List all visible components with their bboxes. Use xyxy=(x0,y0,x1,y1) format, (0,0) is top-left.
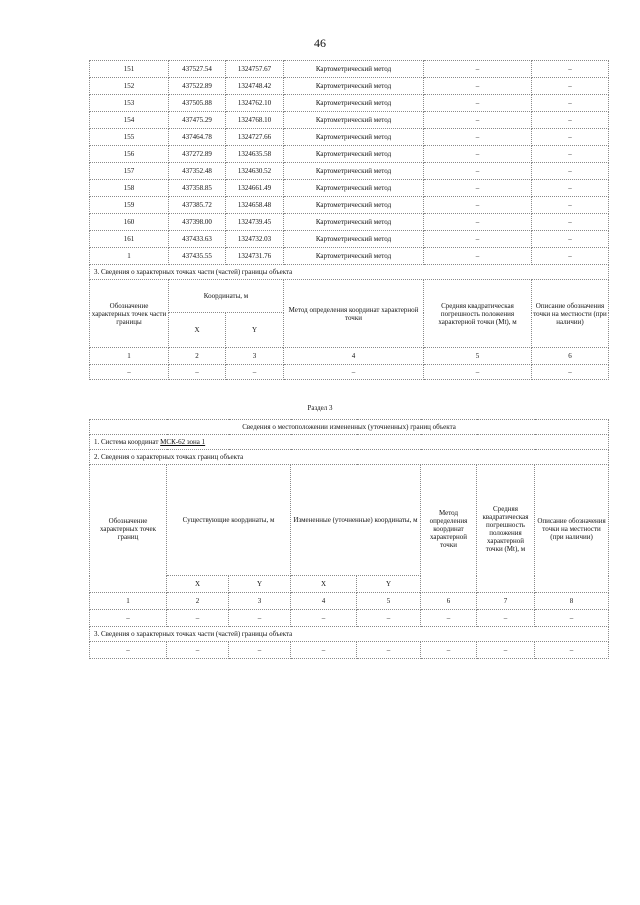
col-num: 3 xyxy=(229,593,291,610)
empty-cell: – xyxy=(357,610,421,627)
point-desc-cell: – xyxy=(532,197,609,214)
point-y-cell: 1324762.10 xyxy=(226,95,284,112)
point-n-cell: 156 xyxy=(90,146,169,163)
point-x-cell: 437527.54 xyxy=(169,61,226,78)
point-n-cell: 154 xyxy=(90,112,169,129)
bottom-title: Сведения о местоположении измененных (уточненных) границ объекта xyxy=(90,420,609,435)
point-err-cell: – xyxy=(424,163,532,180)
col-num: 1 xyxy=(90,593,167,610)
header-x: X xyxy=(167,576,229,593)
empty-cell: – xyxy=(167,642,229,659)
table-row xyxy=(90,61,609,78)
header-y: Y xyxy=(226,313,284,348)
col-num: 4 xyxy=(291,593,357,610)
characteristic-points-table xyxy=(89,60,609,380)
header-description: Описание обозначения точки на местности (при наличии) xyxy=(532,280,609,348)
table-row xyxy=(90,146,609,163)
col-num: 5 xyxy=(357,593,421,610)
header-x: X xyxy=(291,576,357,593)
point-method-cell: Картометрический метод xyxy=(284,78,424,95)
table-row xyxy=(90,129,609,146)
point-method-cell: Картометрический метод xyxy=(284,197,424,214)
point-method-cell: Картометрический метод xyxy=(284,231,424,248)
point-x-cell: 437358.85 xyxy=(169,180,226,197)
header-changed-coords: Измененные (уточненные) координаты, м xyxy=(291,465,421,576)
bottom-section2-title: 2. Сведения о характерных точках границ объекта xyxy=(90,450,609,465)
point-err-cell: – xyxy=(424,248,532,265)
point-n-cell: 159 xyxy=(90,197,169,214)
point-y-cell: 1324727.66 xyxy=(226,129,284,146)
point-method-cell: Картометрический метод xyxy=(284,146,424,163)
empty-cell: – xyxy=(229,642,291,659)
point-desc-cell: – xyxy=(532,163,609,180)
table-row xyxy=(90,78,609,95)
point-x-cell: 437398.00 xyxy=(169,214,226,231)
point-y-cell: 1324748.42 xyxy=(226,78,284,95)
col-num: 3 xyxy=(226,348,284,365)
point-err-cell: – xyxy=(424,180,532,197)
point-x-cell: 437385.72 xyxy=(169,197,226,214)
point-y-cell: 1324658.48 xyxy=(226,197,284,214)
table-row xyxy=(90,112,609,129)
empty-cell: – xyxy=(535,642,609,659)
point-desc-cell: – xyxy=(532,214,609,231)
point-y-cell: 1324635.58 xyxy=(226,146,284,163)
col-num: 2 xyxy=(169,348,226,365)
point-desc-cell: – xyxy=(532,112,609,129)
point-method-cell: Картометрический метод xyxy=(284,112,424,129)
header-designation: Обозначение характерных точек части границы xyxy=(90,280,169,348)
empty-cell: – xyxy=(169,365,226,380)
empty-cell: – xyxy=(291,642,357,659)
section3-title: 3. Сведения о характерных точках части (частей) границы объекта xyxy=(90,265,609,280)
point-desc-cell: – xyxy=(532,61,609,78)
point-method-cell: Картометрический метод xyxy=(284,163,424,180)
point-y-cell: 1324732.03 xyxy=(226,231,284,248)
table-row xyxy=(90,248,609,265)
col-num: 7 xyxy=(477,593,535,610)
point-method-cell: Картометрический метод xyxy=(284,129,424,146)
header-error: Средняя квадратическая погрешность положения характерной точки (Mt), м xyxy=(477,465,535,593)
empty-cell: – xyxy=(421,642,477,659)
point-err-cell: – xyxy=(424,61,532,78)
col-num: 6 xyxy=(421,593,477,610)
empty-cell: – xyxy=(477,610,535,627)
coordinate-system-value: МСК-62 зона 1 xyxy=(160,438,206,446)
point-n-cell: 151 xyxy=(90,61,169,78)
header-error: Средняя квадратическая погрешность положения характерной точки (Mt), м xyxy=(424,280,532,348)
point-x-cell: 437505.88 xyxy=(169,95,226,112)
col-num: 4 xyxy=(284,348,424,365)
point-desc-cell: – xyxy=(532,180,609,197)
point-n-cell: 158 xyxy=(90,180,169,197)
header-coords: Координаты, м xyxy=(169,280,284,313)
empty-cell: – xyxy=(90,642,167,659)
empty-cell: – xyxy=(226,365,284,380)
header-existing-coords: Существующие координаты, м xyxy=(167,465,291,576)
point-n-cell: 155 xyxy=(90,129,169,146)
point-method-cell: Картометрический метод xyxy=(284,61,424,78)
point-x-cell: 437475.29 xyxy=(169,112,226,129)
point-err-cell: – xyxy=(424,231,532,248)
section-heading: Раздел 3 xyxy=(307,404,333,412)
col-num: 1 xyxy=(90,348,169,365)
point-method-cell: Картометрический метод xyxy=(284,248,424,265)
table-row xyxy=(90,214,609,231)
header-y: Y xyxy=(357,576,421,593)
col-num: 6 xyxy=(532,348,609,365)
empty-cell: – xyxy=(535,610,609,627)
empty-cell: – xyxy=(424,365,532,380)
header-designation: Обозначение характерных точек границ xyxy=(90,465,167,593)
point-desc-cell: – xyxy=(532,78,609,95)
point-y-cell: 1324630.52 xyxy=(226,163,284,180)
empty-cell: – xyxy=(229,610,291,627)
empty-cell: – xyxy=(167,610,229,627)
point-err-cell: – xyxy=(424,112,532,129)
empty-cell: – xyxy=(90,365,169,380)
coordinate-system xyxy=(90,435,609,450)
point-err-cell: – xyxy=(424,129,532,146)
point-err-cell: – xyxy=(424,214,532,231)
header-x: X xyxy=(169,313,226,348)
point-x-cell: 437433.63 xyxy=(169,231,226,248)
header-method: Метод определения координат характерной точки xyxy=(421,465,477,593)
table-row xyxy=(90,163,609,180)
empty-cell: – xyxy=(284,365,424,380)
point-y-cell: 1324661.49 xyxy=(226,180,284,197)
point-x-cell: 437272.89 xyxy=(169,146,226,163)
header-y: Y xyxy=(229,576,291,593)
point-err-cell: – xyxy=(424,78,532,95)
coordinate-system-prefix: 1. Система координат xyxy=(94,438,161,446)
point-n-cell: 153 xyxy=(90,95,169,112)
point-method-cell: Картометрический метод xyxy=(284,180,424,197)
point-n-cell: 161 xyxy=(90,231,169,248)
point-x-cell: 437522.89 xyxy=(169,78,226,95)
empty-cell: – xyxy=(357,642,421,659)
point-err-cell: – xyxy=(424,146,532,163)
point-n-cell: 160 xyxy=(90,214,169,231)
point-n-cell: 1 xyxy=(90,248,169,265)
point-y-cell: 1324757.67 xyxy=(226,61,284,78)
col-num: 5 xyxy=(424,348,532,365)
point-y-cell: 1324739.45 xyxy=(226,214,284,231)
point-err-cell: – xyxy=(424,197,532,214)
empty-cell: – xyxy=(421,610,477,627)
empty-cell: – xyxy=(532,365,609,380)
point-method-cell: Картометрический метод xyxy=(284,214,424,231)
bottom-section3-title: 3. Сведения о характерных точках части (частей) границы объекта xyxy=(90,627,609,642)
changed-boundaries-table xyxy=(89,419,609,659)
point-desc-cell: – xyxy=(532,129,609,146)
table-row xyxy=(90,95,609,112)
point-desc-cell: – xyxy=(532,95,609,112)
point-desc-cell: – xyxy=(532,146,609,163)
point-method-cell: Картометрический метод xyxy=(284,95,424,112)
empty-cell: – xyxy=(291,610,357,627)
page-number: 46 xyxy=(314,36,326,50)
point-n-cell: 152 xyxy=(90,78,169,95)
point-x-cell: 437435.55 xyxy=(169,248,226,265)
empty-cell: – xyxy=(90,610,167,627)
point-x-cell: 437352.48 xyxy=(169,163,226,180)
table-row xyxy=(90,231,609,248)
table-row xyxy=(90,180,609,197)
empty-cell: – xyxy=(477,642,535,659)
table-row xyxy=(90,197,609,214)
point-desc-cell: – xyxy=(532,231,609,248)
point-err-cell: – xyxy=(424,95,532,112)
points-body xyxy=(90,61,609,265)
col-num: 2 xyxy=(167,593,229,610)
col-num: 8 xyxy=(535,593,609,610)
point-y-cell: 1324768.10 xyxy=(226,112,284,129)
header-description: Описание обозначения точки на местности (при наличии) xyxy=(535,465,609,593)
point-y-cell: 1324731.76 xyxy=(226,248,284,265)
point-n-cell: 157 xyxy=(90,163,169,180)
point-x-cell: 437464.78 xyxy=(169,129,226,146)
header-method: Метод определения координат характерной точки xyxy=(284,280,424,348)
point-desc-cell: – xyxy=(532,248,609,265)
